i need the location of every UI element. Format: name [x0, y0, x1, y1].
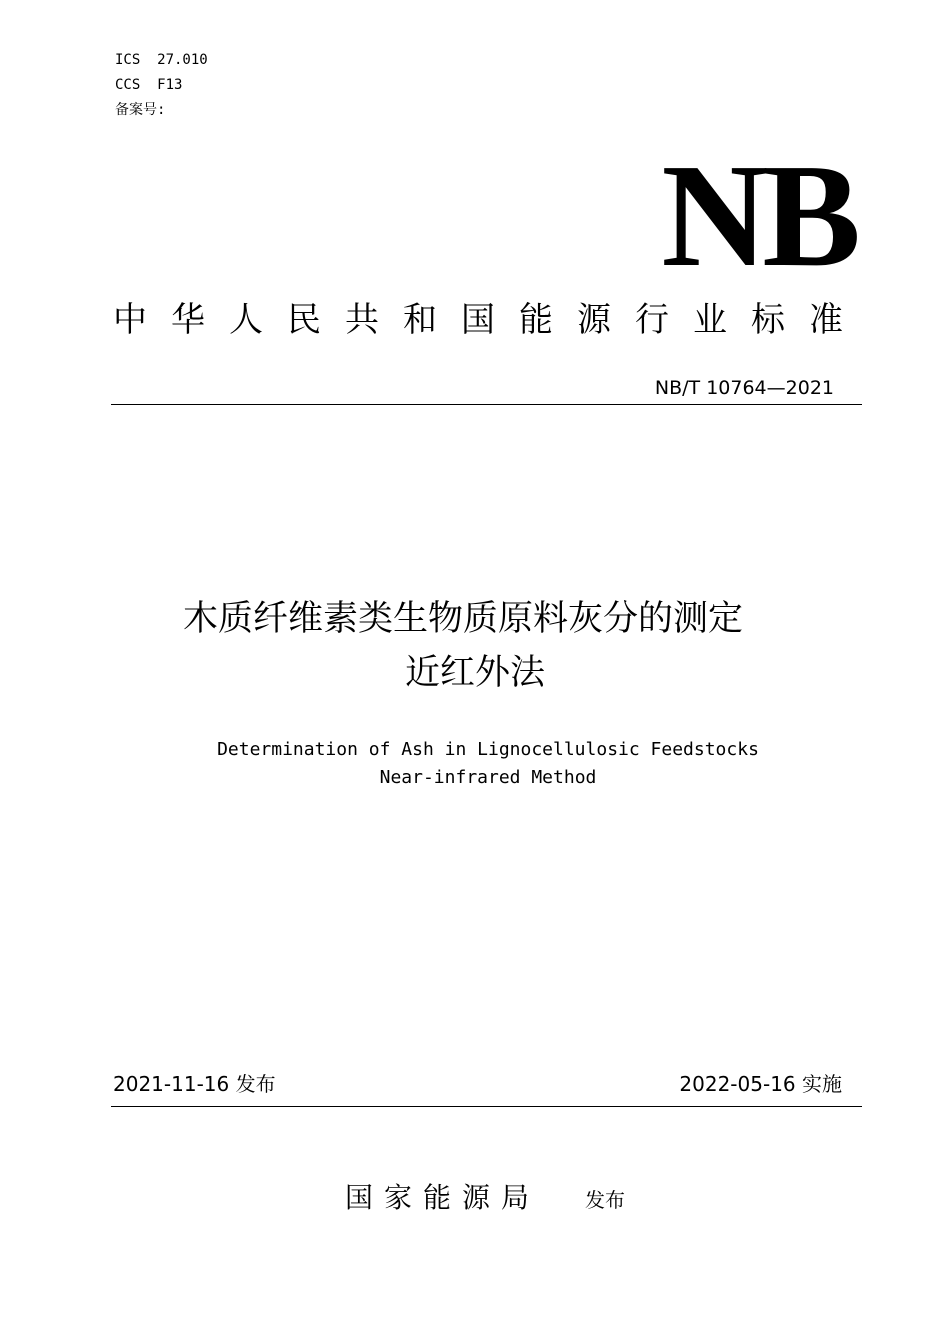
nb-logo: NB: [661, 134, 855, 298]
chinese-title-line1: 木质纤维素类生物质原料灰分的测定: [182, 599, 743, 639]
issue-date: 2021-11-16 发布: [113, 1072, 276, 1096]
english-title-line1: Determination of Ash in Lignocellulosic Feedstocks: [217, 739, 759, 760]
implementation-date: 2022-05-16 实施: [679, 1072, 842, 1096]
classification-header: [115, 48, 208, 123]
top-divider: [111, 404, 862, 405]
bottom-divider: [111, 1106, 862, 1107]
chinese-title-line2: 近红外法: [404, 653, 545, 693]
standard-number: NB/T 10764—2021: [654, 377, 834, 399]
english-title-line2: Near-infrared Method: [379, 767, 597, 788]
ics-code: ICS 27.010: [115, 52, 208, 68]
ccs-code: CCS F13: [115, 77, 183, 93]
issuer-suffix: 发布: [585, 1188, 625, 1212]
record-number-label: 备案号:: [115, 102, 166, 118]
issuer-name: 国家能源局: [345, 1181, 541, 1214]
organization-title: 中华人民共和国能源行业标准: [113, 300, 867, 340]
